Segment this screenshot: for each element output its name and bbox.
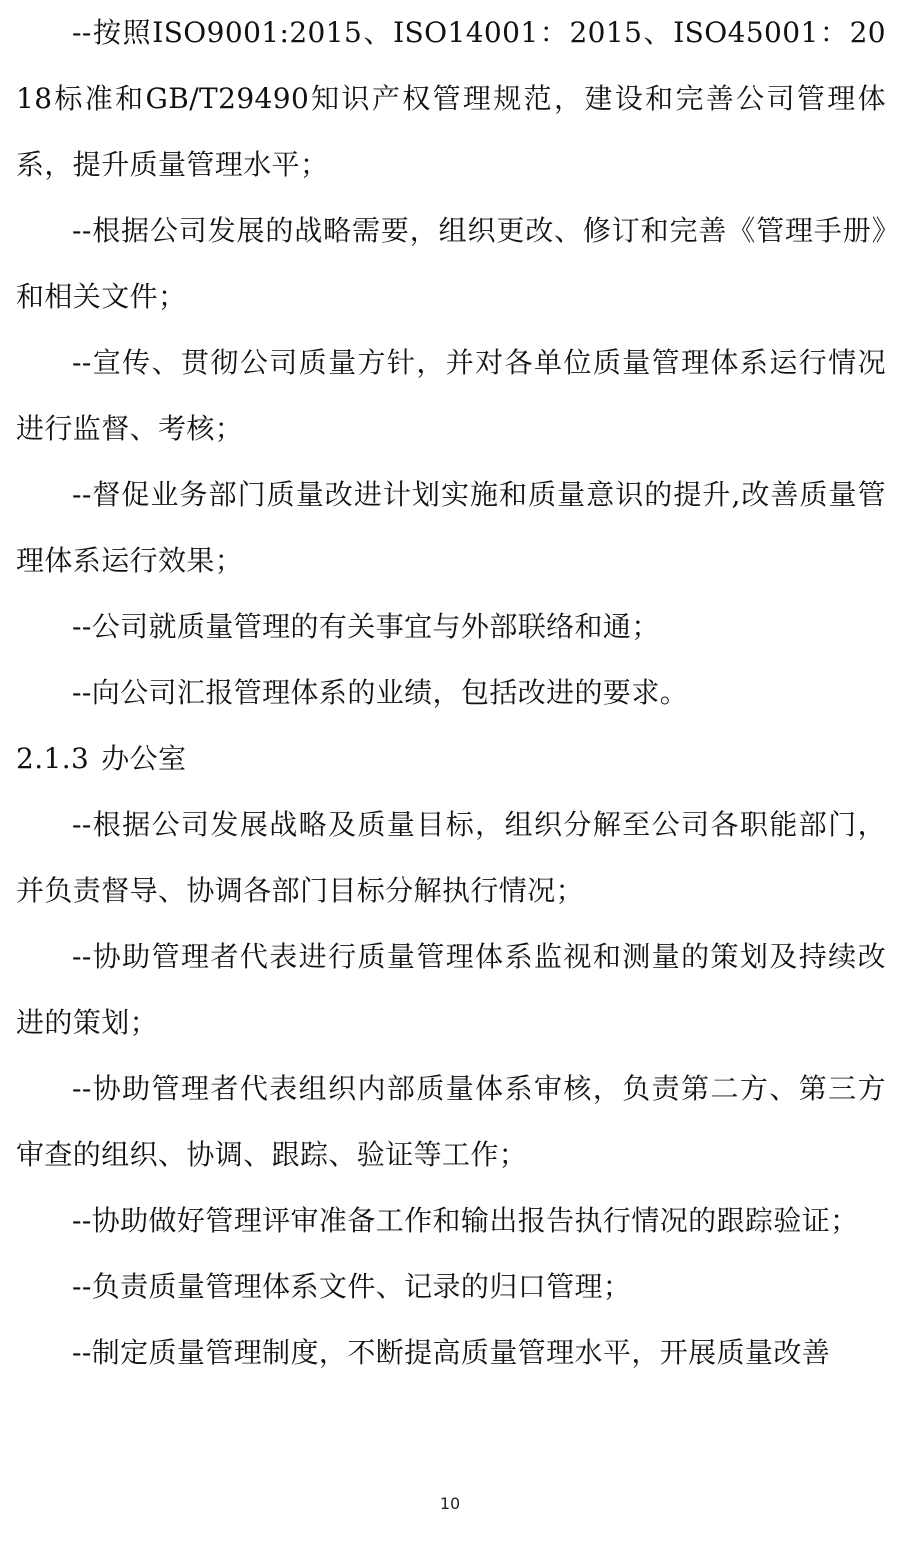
paragraph-document-records: --负责质量管理体系文件、记录的归口管理； [72, 1270, 632, 1303]
paragraph-quality-system: --制定质量管理制度，不断提高质量管理水平，开展质量改善 [72, 1336, 831, 1369]
page-number: 10 [439, 1494, 461, 1513]
paragraph-report-performance: --向公司汇报管理体系的业绩，包括改进的要求。 [72, 676, 689, 709]
paragraph-improvement-plan: --督促业务部门质量改进计划实施和质量意识的提升,改善质量管理体系运行效果； [16, 478, 886, 577]
section-title: 办公室 [101, 742, 187, 775]
paragraph-monitoring-planning: --协助管理者代表进行质量管理体系监视和测量的策划及持续改进的策划； [16, 940, 886, 1039]
paragraph-goal-decomposition: --根据公司发展战略及质量目标，组织分解至公司各职能部门，并负责督导、协调各部门目标分解执行情况； [16, 808, 886, 907]
document-body [16, 0, 886, 1386]
section-heading [16, 726, 886, 792]
paragraph-iso-standards: --按照ISO9001:2015、ISO14001：2015、ISO45001：2018标准和GB/T29490知识产权管理规范，建设和完善公司管理体系，提升质量管理水平； [16, 16, 886, 181]
paragraph-revise-manual: --根据公司发展的战略需要，组织更改、修订和完善《管理手册》和相关文件； [16, 214, 886, 313]
paragraph-internal-audit: --协助管理者代表组织内部质量体系审核，负责第二方、第三方审查的组织、协调、跟踪、验证等工作； [16, 1072, 886, 1171]
paragraph-quality-policy: --宣传、贯彻公司质量方针，并对各单位质量管理体系运行情况进行监督、考核； [16, 346, 886, 445]
paragraph-external-liaison: --公司就质量管理的有关事宜与外部联络和通； [72, 610, 660, 643]
paragraph-management-review: --协助做好管理评审准备工作和输出报告执行情况的跟踪验证； [72, 1204, 859, 1237]
section-number: 2.1.3 [16, 742, 90, 775]
